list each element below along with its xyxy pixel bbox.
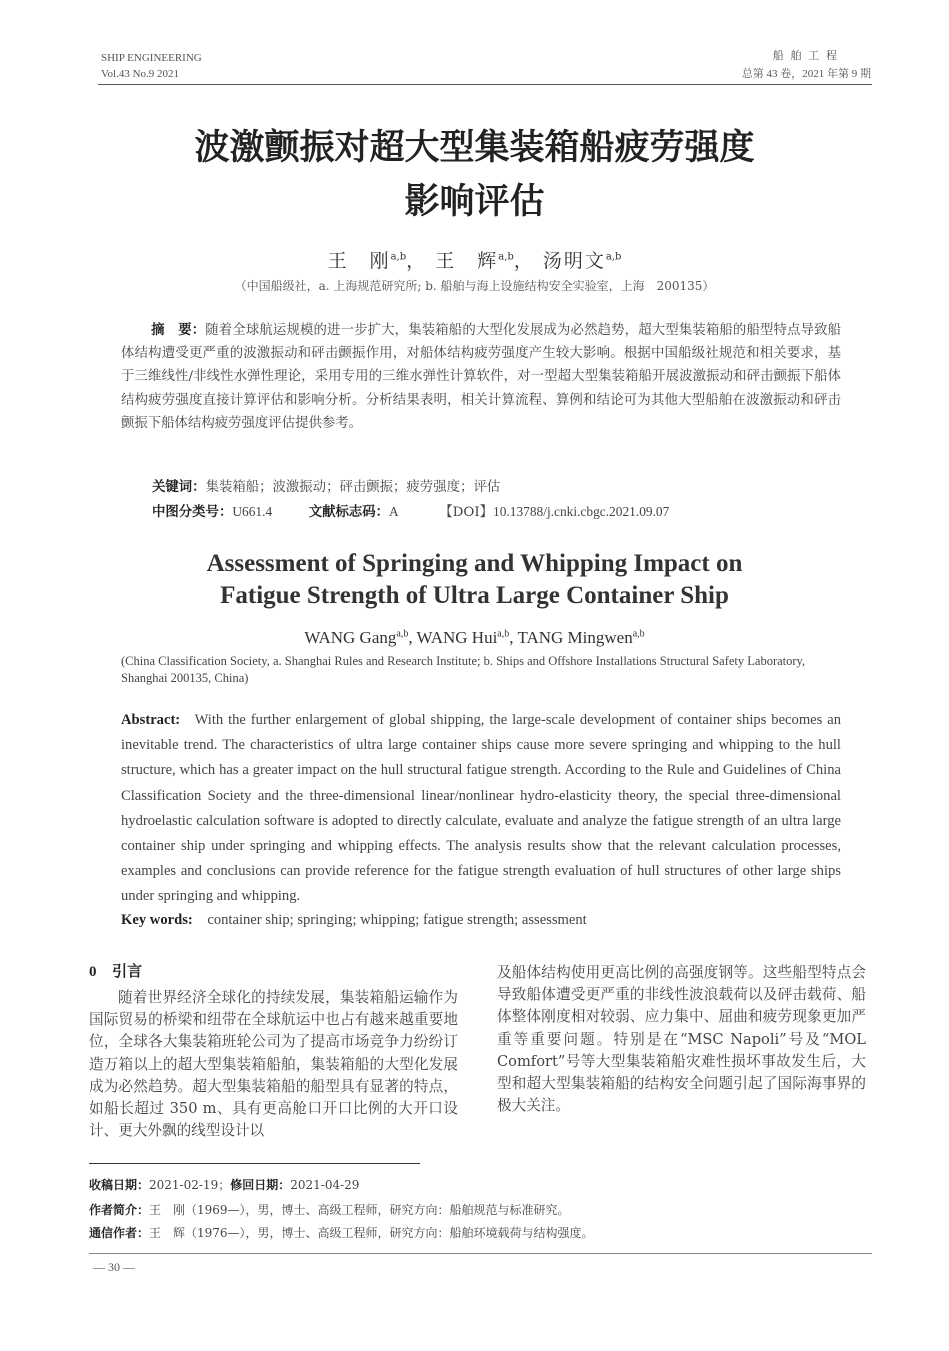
revised-label: 修回日期： [230,1178,291,1192]
doi-value: 10.13788/j.cnki.cbgc.2021.09.07 [493,504,670,519]
clc-label: 中图分类号： [152,505,233,520]
keywords-cn-text: 集装箱船；波激振动；砰击颤振；疲劳强度；评估 [205,480,501,495]
received-label: 收稿日期： [89,1178,150,1192]
body-column-2 [497,962,866,1117]
author-cn-sup: a,b [605,251,622,263]
author-en-name: WANG Gang [304,628,397,647]
author-bio-label: 作者简介： [89,1203,150,1217]
title-en-line2: Fatigue Strength of Ultra Large Container Ship [220,582,729,609]
author-bio-text: 王 刚（1969—），男，博士、高级工程师，研究方向：船舶规范与标准研究。 [149,1203,570,1217]
title-cn-line2: 影响评估 [404,182,545,222]
author-cn-name: 王 刚 [327,250,391,272]
section-title: 引言 [112,962,143,980]
keywords-en [121,912,587,929]
journal-name-en: SHIP ENGINEERING [101,52,202,64]
footnote-author [89,1201,570,1218]
clc-value: U661.4 [232,504,273,519]
abstract-cn-label: 摘 要： [151,323,206,338]
footnote-dates: 收稿日期：2021-02-19；修回日期：2021-04-29 [89,1178,360,1192]
footer-rule [89,1253,872,1254]
keywords-cn [152,476,500,495]
received-date: 2021-02-19 [149,1178,219,1192]
keywords-cn-label: 关键词： [152,480,206,495]
author-cn-name: 汤明文 [542,250,606,272]
section-heading [89,960,142,981]
volume-cn: 总第 43 卷，2021 年第 9 期 [741,68,871,80]
author-en-sup: a,b [497,628,510,640]
header-rule [98,84,872,85]
doc-code-label: 文献标志码： [308,505,390,520]
corresponding-text: 王 辉（1976—），男，博士、高级工程师，研究方向：船舶环境载荷与结构强度。 [149,1226,594,1240]
authors-cn: 王 刚$^{a,b}$， 王 辉$^{a,b}$， 汤明文$^{a,b}$ [327,250,622,272]
revised-date: 2021-04-29 [290,1178,360,1192]
doi-label: 【DOI】 [439,505,494,520]
keywords-en-label: Key words: [121,912,193,928]
doc-code-value: A [389,504,399,519]
abstract-en [121,708,841,910]
affiliation-en: (China Classification Society, a. Shanghai Rules and Research Institute; b. Ships and Offshore Installations Structural Safety Laboratory, Shanghai 200135, China) [121,654,806,685]
classification-line [152,501,669,520]
authors-en: WANG Gang$^{a,b}$, WANG Hui$^{a,b}$, TANG Mingwen$^{a,b}$ [304,628,645,647]
author-cn-sup: a,b [498,251,514,263]
author-en-sup: a,b [632,628,645,640]
volume-en: Vol.43 No.9 2021 [101,68,180,80]
body-col1-text: 随着世界经济全球化的持续发展，集装箱船运输作为国际贸易的桥梁和纽带在全球航运中也占有越来越重要地位，全球各大集装箱班轮公司为了提高市场竞争力纷纷订造万箱以上的超大型集装箱船舶，集装箱船的大型化发展成为必然趋势。超大型集装箱船的船型具有显著的特点，如船长超过 350 m、具有更高舱口开口比例的大开口设计、更大外飘的线型设计以 [89,989,458,1140]
corresponding-label: 通信作者： [89,1226,150,1240]
section-number: 0 [89,964,97,980]
body-column-1 [89,987,458,1142]
page-number: — 30 — [93,1260,135,1274]
abstract-en-text: With the further enlargement of global shipping, the large-scale development of container ships becomes an inevitable trend. The characteristics of ultra large container ships cause more severe springing and whipping to the hull structure, which has a greater impact on the hull structural fatigue strength. According to the Rule and Guidelines of China Classification Society and the three-dimensional linear/nonlinear hydro-elasticity theory, the special three-dimensional hydroelastic calculation software is adopted to directly calculate, evaluate and analyze the fatigue strength of an ultra large container ship under springing and whipping effects. The analysis results show that the relevant calculation processes, examples and conclusions can provide reference for the fatigue strength evaluation of hull structures of other large ships under springing and whipping. [121,712,841,905]
body-col2-text: 及船体结构使用更高比例的高强度钢等。这些船型特点会导致船体遭受更严重的非线性波浪载荷以及砰击载荷、船体整体刚度相对较弱、应力集中、屈曲和疲劳现象更加严重等重要问题。特别是在“MSC Napoli”号及“MOL Comfort”号等大型集装箱船灾难性损坏事故发生后，大型和超大型集装箱船的结构安全问题引起了国际海事界的极大关注。 [497,964,866,1115]
abstract-en-label: Abstract: [121,712,181,728]
footnote-rule [89,1163,420,1164]
author-cn-name: 王 辉 [435,250,499,272]
abstract-cn [121,319,841,435]
title-cn-line1: 波激颤振对超大型集装箱船疲劳强度 [194,128,755,168]
keywords-en-text: container ship; springing; whipping; fatigue strength; assessment [207,912,587,928]
author-en-sup: a,b [396,628,409,640]
journal-name-cn: 船 舶 工 程 [772,50,839,62]
affiliation-cn: （中国船级社，a. 上海规范研究所; b. 船舶与海上设施结构安全实验室，上海 200135） [234,279,715,293]
author-en-name: WANG Hui [416,628,498,647]
title-en-line1: Assessment of Springing and Whipping Impact on [206,550,743,577]
author-cn-sup: a,b [390,251,407,263]
footnote-corresponding [89,1224,594,1241]
abstract-cn-text: 随着全球航运规模的进一步扩大，集装箱船的大型化发展成为必然趋势，超大型集装箱船的船型特点导致船体结构遭受更严重的波激振动和砰击颤振作用，对船体结构疲劳强度产生较大影响。根据中国船级社规范和相关要求，基于三维线性/非线性水弹性理论，采用专用的三维水弹性计算软件，对一型超大型集装箱船开展波激振动和砰击颤振下船体结构疲劳强度直接计算评估和影响分析。分析结果表明，相关计算流程、算例和结论可为其他大型船舶在波激振动和砰击颤振下船体结构疲劳强度评估提供参考。 [121,323,842,431]
author-en-name: TANG Mingwen [517,628,633,647]
